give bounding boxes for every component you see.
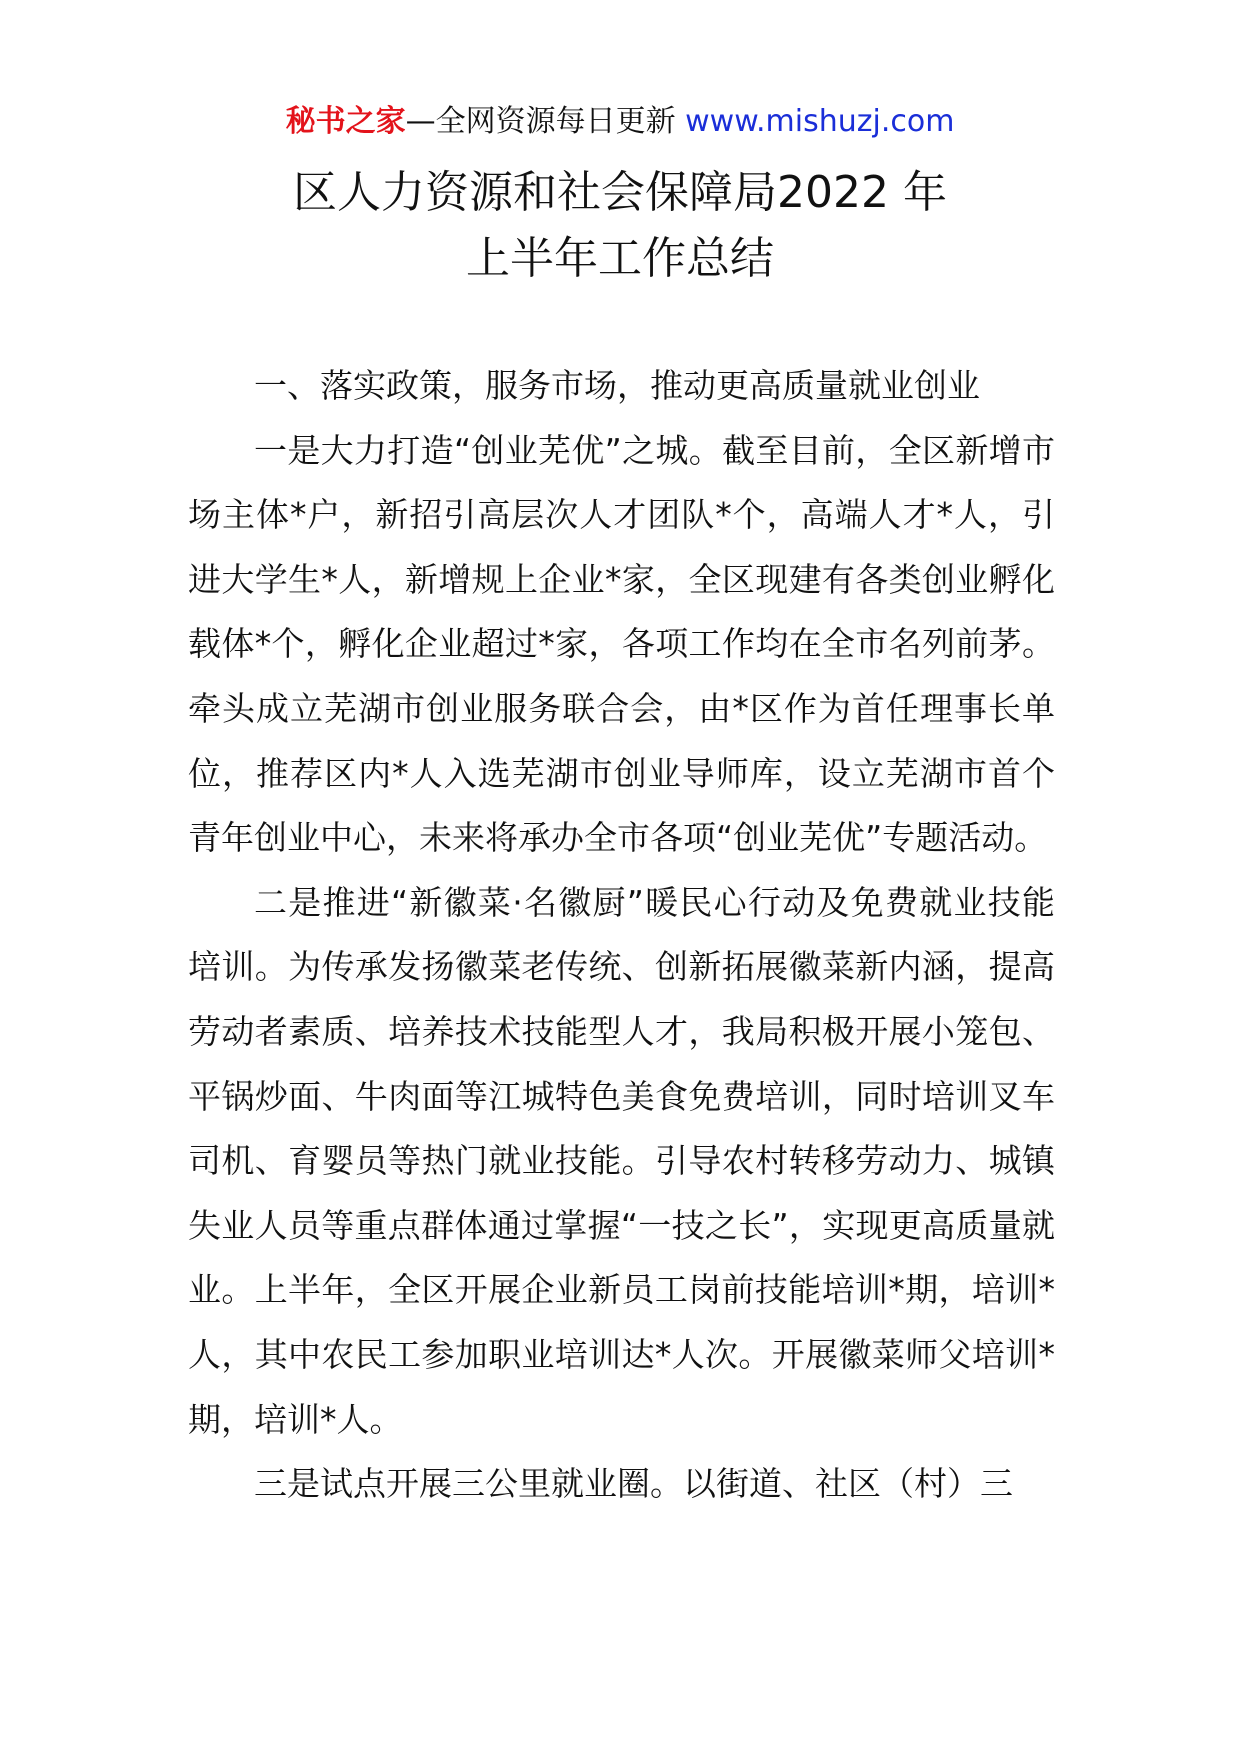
document-body xyxy=(188,354,1055,1517)
body-paragraph-2: 二是推进“新徽菜·名徽厨”暖民心行动及免费就业技能培训。为传承发扬徽菜老传统、创新拓展徽菜新内涵，提高劳动者素质、培养技术技能型人才，我局积极开展小笼包、平锅炒面、牛肉面等江城特色美食免费培训，同时培训叉车司机、育婴员等热门就业技能。引导农村转移劳动力、城镇失业人员等重点群体通过掌握“一技之长”，实现更高质量就业。上半年，全区开展企业新员工岗前技能培训*期，培训*人，其中农民工参加职业培训达*人次。开展徽菜师父培训*期，培训*人。 xyxy=(188,882,1055,1439)
title-line-1: 区人力资源和社会保障局2022 年 xyxy=(293,167,947,218)
document-title xyxy=(0,160,1240,292)
title-line-2: 上半年工作总结 xyxy=(466,233,774,284)
body-paragraph-3: 三是试点开展三公里就业圈。以街道、社区（村）三 xyxy=(254,1464,1013,1504)
banner-tagline: —全网资源每日更新 xyxy=(405,104,676,139)
body-paragraph-1: 一是大力打造“创业芜优”之城。截至目前，全区新增市场主体*户，新招引高层次人才团队*个，高端人才*人，引进大学生*人，新增规上企业*家，全区现建有各类创业孵化载体*个，孵化企业超过*家，各项工作均在全市名列前茅。牵头成立芜湖市创业服务联合会，由*区作为首任理事长单位，推荐区内*人入选芜湖市创业导师库，设立芜湖市首个青年创业中心，未来将承办全市各项“创业芜优”专题活动。 xyxy=(188,430,1055,858)
site-banner xyxy=(0,100,1240,144)
banner-url-link[interactable]: www.mishuzj.com xyxy=(685,104,955,139)
section-heading: 一、落实政策，服务市场，推动更高质量就业创业 xyxy=(254,366,980,405)
banner-brand: 秘书之家 xyxy=(285,104,406,139)
